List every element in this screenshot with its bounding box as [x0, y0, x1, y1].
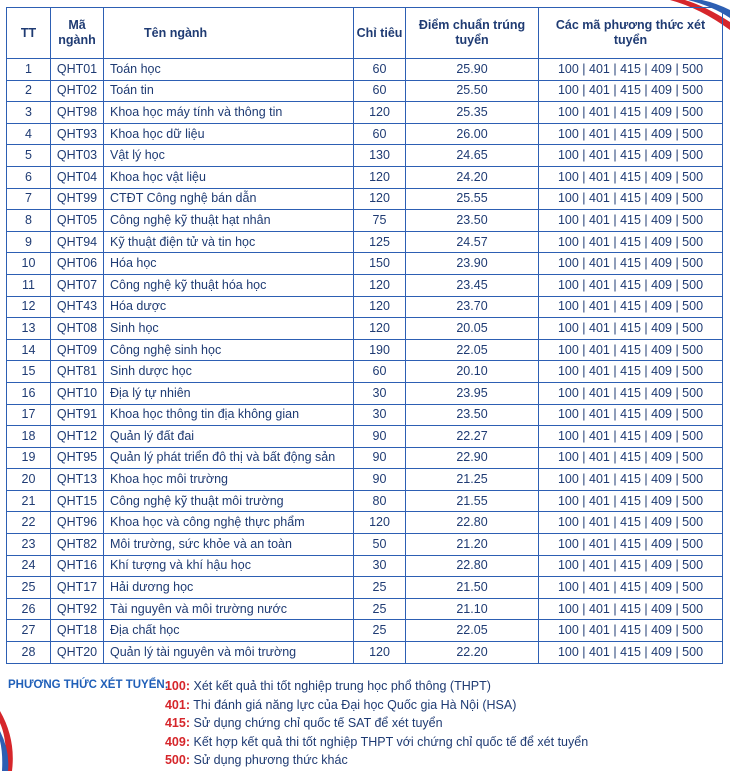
row-number: 15	[7, 361, 51, 383]
score-value: 21.10	[406, 598, 539, 620]
table-row	[7, 210, 723, 232]
score-value: 26.00	[406, 123, 539, 145]
score-value: 20.10	[406, 361, 539, 383]
method-codes: 100 | 401 | 415 | 409 | 500	[539, 145, 723, 167]
row-number: 18	[7, 426, 51, 448]
method-codes: 100 | 401 | 415 | 409 | 500	[539, 318, 723, 340]
table-row	[7, 512, 723, 534]
row-number: 5	[7, 145, 51, 167]
major-name: Khoa học dữ liệu	[104, 123, 354, 145]
major-name: Hóa học	[104, 253, 354, 275]
admission-score-table	[6, 7, 723, 664]
major-name: Khoa học môi trường	[104, 469, 354, 491]
score-value: 21.20	[406, 534, 539, 556]
header-tt: TT	[7, 8, 51, 59]
quota-value: 120	[354, 274, 406, 296]
major-name: Vật lý học	[104, 145, 354, 167]
major-code: QHT82	[51, 534, 104, 556]
method-codes: 100 | 401 | 415 | 409 | 500	[539, 253, 723, 275]
table-row	[7, 102, 723, 124]
score-value: 23.90	[406, 253, 539, 275]
table-row	[7, 598, 723, 620]
method-codes: 100 | 401 | 415 | 409 | 500	[539, 274, 723, 296]
major-code: QHT18	[51, 620, 104, 642]
row-number: 9	[7, 231, 51, 253]
major-name: Kỹ thuật điện tử và tin học	[104, 231, 354, 253]
table-row	[7, 447, 723, 469]
table-row	[7, 426, 723, 448]
quota-value: 130	[354, 145, 406, 167]
score-value: 25.55	[406, 188, 539, 210]
method-codes: 100 | 401 | 415 | 409 | 500	[539, 534, 723, 556]
legend-text: Sử dụng chứng chỉ quốc tế SAT để xét tuyển	[193, 716, 443, 730]
legend-text: Thi đánh giá năng lực của Đại học Quốc gia Hà Nội (HSA)	[193, 697, 517, 712]
major-code: QHT08	[51, 318, 104, 340]
major-code: QHT93	[51, 123, 104, 145]
major-name: Khoa học thông tin địa không gian	[104, 404, 354, 426]
quota-value: 90	[354, 426, 406, 448]
quota-value: 120	[354, 188, 406, 210]
major-name: Địa chất học	[104, 620, 354, 642]
method-codes: 100 | 401 | 415 | 409 | 500	[539, 382, 723, 404]
score-value: 25.35	[406, 102, 539, 124]
major-name: Địa lý tự nhiên	[104, 382, 354, 404]
major-name: Công nghệ kỹ thuật hạt nhân	[104, 210, 354, 232]
header-code: Mã ngành	[51, 8, 104, 59]
table-row	[7, 123, 723, 145]
major-code: QHT05	[51, 210, 104, 232]
major-name: Hải dương học	[104, 577, 354, 599]
score-value: 23.95	[406, 382, 539, 404]
header-score: Điểm chuẩn trúng tuyển	[406, 8, 539, 59]
legend-code: 100:	[164, 679, 190, 693]
major-code: QHT20	[51, 642, 104, 664]
major-code: QHT09	[51, 339, 104, 361]
quota-value: 90	[354, 447, 406, 469]
method-codes: 100 | 401 | 415 | 409 | 500	[539, 361, 723, 383]
row-number: 10	[7, 253, 51, 275]
quota-value: 125	[354, 231, 406, 253]
table-row	[7, 469, 723, 491]
row-number: 13	[7, 318, 51, 340]
legend-item	[158, 696, 678, 715]
method-codes: 100 | 401 | 415 | 409 | 500	[539, 59, 723, 81]
table-row	[7, 382, 723, 404]
major-name: Khoa học và công nghệ thực phẩm	[104, 512, 354, 534]
score-value: 22.80	[406, 555, 539, 577]
quota-value: 120	[354, 642, 406, 664]
method-codes: 100 | 401 | 415 | 409 | 500	[539, 231, 723, 253]
major-code: QHT17	[51, 577, 104, 599]
score-value: 23.50	[406, 210, 539, 232]
score-value: 21.55	[406, 490, 539, 512]
method-codes: 100 | 401 | 415 | 409 | 500	[539, 620, 723, 642]
method-codes: 100 | 401 | 415 | 409 | 500	[539, 426, 723, 448]
score-value: 22.80	[406, 512, 539, 534]
major-code: QHT07	[51, 274, 104, 296]
score-value: 25.50	[406, 80, 539, 102]
score-value: 22.05	[406, 620, 539, 642]
major-name: Khí tượng và khí hậu học	[104, 555, 354, 577]
method-codes: 100 | 401 | 415 | 409 | 500	[539, 102, 723, 124]
row-number: 4	[7, 123, 51, 145]
major-name: Hóa dược	[104, 296, 354, 318]
method-codes: 100 | 401 | 415 | 409 | 500	[539, 577, 723, 599]
major-code: QHT98	[51, 102, 104, 124]
major-code: QHT95	[51, 447, 104, 469]
major-name: Quản lý tài nguyên và môi trường	[104, 642, 354, 664]
major-name: Công nghệ kỹ thuật hóa học	[104, 274, 354, 296]
major-code: QHT92	[51, 598, 104, 620]
major-name: Quản lý phát triển đô thị và bất động sản	[104, 447, 354, 469]
major-name: Toán học	[104, 59, 354, 81]
quota-value: 30	[354, 404, 406, 426]
major-name: CTĐT Công nghệ bán dẫn	[104, 188, 354, 210]
major-name: Công nghệ kỹ thuật môi trường	[104, 490, 354, 512]
row-number: 24	[7, 555, 51, 577]
score-value: 22.05	[406, 339, 539, 361]
table-row	[7, 555, 723, 577]
legend-text: Sử dụng phương thức khác	[193, 753, 348, 767]
method-codes: 100 | 401 | 415 | 409 | 500	[539, 642, 723, 664]
quota-value: 30	[354, 382, 406, 404]
score-value: 23.45	[406, 274, 539, 296]
quota-value: 120	[354, 318, 406, 340]
legend-item	[158, 677, 678, 696]
table-row	[7, 361, 723, 383]
major-code: QHT10	[51, 382, 104, 404]
quota-value: 75	[354, 210, 406, 232]
row-number: 22	[7, 512, 51, 534]
major-code: QHT02	[51, 80, 104, 102]
header-methods: Các mã phương thức xét tuyển	[539, 8, 723, 59]
method-codes: 100 | 401 | 415 | 409 | 500	[539, 123, 723, 145]
legend-text: Kết hợp kết quả thi tốt nghiệp THPT với chứng chỉ quốc tế để xét tuyển	[193, 734, 589, 749]
row-number: 14	[7, 339, 51, 361]
quota-value: 25	[354, 620, 406, 642]
major-name: Khoa học vật liệu	[104, 166, 354, 188]
quota-value: 120	[354, 296, 406, 318]
table-row	[7, 145, 723, 167]
major-code: QHT03	[51, 145, 104, 167]
quota-value: 30	[354, 555, 406, 577]
row-number: 12	[7, 296, 51, 318]
row-number: 23	[7, 534, 51, 556]
table-header-row	[7, 8, 723, 59]
method-codes: 100 | 401 | 415 | 409 | 500	[539, 166, 723, 188]
legend-code: 401:	[164, 697, 190, 712]
quota-value: 120	[354, 102, 406, 124]
row-number: 8	[7, 210, 51, 232]
legend-code: 500:	[164, 753, 190, 767]
major-code: QHT96	[51, 512, 104, 534]
row-number: 3	[7, 102, 51, 124]
score-value: 20.05	[406, 318, 539, 340]
legend-text: Xét kết quả thi tốt nghiệp trung học phổ thông (THPT)	[193, 679, 491, 693]
method-codes: 100 | 401 | 415 | 409 | 500	[539, 469, 723, 491]
major-name: Sinh học	[104, 318, 354, 340]
major-name: Quản lý đất đai	[104, 426, 354, 448]
score-value: 22.90	[406, 447, 539, 469]
major-code: QHT01	[51, 59, 104, 81]
major-code: QHT13	[51, 469, 104, 491]
table-row	[7, 534, 723, 556]
major-code: QHT94	[51, 231, 104, 253]
table-row	[7, 642, 723, 664]
method-codes: 100 | 401 | 415 | 409 | 500	[539, 404, 723, 426]
table-row	[7, 231, 723, 253]
method-codes: 100 | 401 | 415 | 409 | 500	[539, 447, 723, 469]
method-codes: 100 | 401 | 415 | 409 | 500	[539, 296, 723, 318]
table-row	[7, 253, 723, 275]
row-number: 16	[7, 382, 51, 404]
major-code: QHT91	[51, 404, 104, 426]
row-number: 26	[7, 598, 51, 620]
legend-item	[158, 714, 678, 733]
table-row	[7, 620, 723, 642]
row-number: 25	[7, 577, 51, 599]
table-row	[7, 80, 723, 102]
quota-value: 150	[354, 253, 406, 275]
score-value: 22.27	[406, 426, 539, 448]
score-value: 24.65	[406, 145, 539, 167]
quota-value: 190	[354, 339, 406, 361]
quota-value: 120	[354, 166, 406, 188]
quota-value: 60	[354, 123, 406, 145]
major-name: Tài nguyên và môi trường nước	[104, 598, 354, 620]
row-number: 27	[7, 620, 51, 642]
major-name: Công nghệ sinh học	[104, 339, 354, 361]
row-number: 21	[7, 490, 51, 512]
quota-value: 60	[354, 361, 406, 383]
legend-item	[158, 733, 678, 752]
method-codes: 100 | 401 | 415 | 409 | 500	[539, 512, 723, 534]
major-name: Môi trường, sức khỏe và an toàn	[104, 534, 354, 556]
row-number: 28	[7, 642, 51, 664]
legend-list	[158, 677, 678, 770]
major-code: QHT16	[51, 555, 104, 577]
score-value: 24.20	[406, 166, 539, 188]
quota-value: 60	[354, 59, 406, 81]
row-number: 11	[7, 274, 51, 296]
table-row	[7, 296, 723, 318]
method-codes: 100 | 401 | 415 | 409 | 500	[539, 339, 723, 361]
row-number: 19	[7, 447, 51, 469]
method-codes: 100 | 401 | 415 | 409 | 500	[539, 80, 723, 102]
score-value: 23.50	[406, 404, 539, 426]
method-codes: 100 | 401 | 415 | 409 | 500	[539, 188, 723, 210]
legend-code: 415:	[164, 716, 190, 730]
major-name: Khoa học máy tính và thông tin	[104, 102, 354, 124]
score-value: 22.20	[406, 642, 539, 664]
row-number: 1	[7, 59, 51, 81]
quota-value: 80	[354, 490, 406, 512]
major-code: QHT81	[51, 361, 104, 383]
quota-value: 90	[354, 469, 406, 491]
row-number: 7	[7, 188, 51, 210]
header-quota: Chỉ tiêu	[354, 8, 406, 59]
major-code: QHT06	[51, 253, 104, 275]
table-row	[7, 339, 723, 361]
major-code: QHT43	[51, 296, 104, 318]
method-codes: 100 | 401 | 415 | 409 | 500	[539, 490, 723, 512]
quota-value: 60	[354, 80, 406, 102]
row-number: 17	[7, 404, 51, 426]
major-code: QHT04	[51, 166, 104, 188]
table-row	[7, 490, 723, 512]
major-code: QHT12	[51, 426, 104, 448]
score-value: 24.57	[406, 231, 539, 253]
row-number: 20	[7, 469, 51, 491]
score-value: 23.70	[406, 296, 539, 318]
major-code: QHT99	[51, 188, 104, 210]
legend-code: 409:	[164, 734, 190, 749]
table-row	[7, 404, 723, 426]
score-value: 21.50	[406, 577, 539, 599]
quota-value: 25	[354, 598, 406, 620]
method-codes: 100 | 401 | 415 | 409 | 500	[539, 210, 723, 232]
table-row	[7, 59, 723, 81]
method-codes: 100 | 401 | 415 | 409 | 500	[539, 598, 723, 620]
table-row	[7, 577, 723, 599]
quota-value: 50	[354, 534, 406, 556]
score-value: 21.25	[406, 469, 539, 491]
major-code: QHT15	[51, 490, 104, 512]
table-row	[7, 166, 723, 188]
table-row	[7, 318, 723, 340]
table-row	[7, 274, 723, 296]
method-codes: 100 | 401 | 415 | 409 | 500	[539, 555, 723, 577]
quota-value: 120	[354, 512, 406, 534]
row-number: 2	[7, 80, 51, 102]
row-number: 6	[7, 166, 51, 188]
major-name: Toán tin	[104, 80, 354, 102]
legend-title: PHƯƠNG THỨC XÉT TUYỂN:	[8, 679, 169, 691]
table-row	[7, 188, 723, 210]
quota-value: 25	[354, 577, 406, 599]
corner-ribbon-decoration-left	[0, 701, 40, 771]
header-name: Tên ngành	[104, 8, 354, 59]
legend-item	[158, 751, 678, 770]
score-value: 25.90	[406, 59, 539, 81]
major-name: Sinh dược học	[104, 361, 354, 383]
